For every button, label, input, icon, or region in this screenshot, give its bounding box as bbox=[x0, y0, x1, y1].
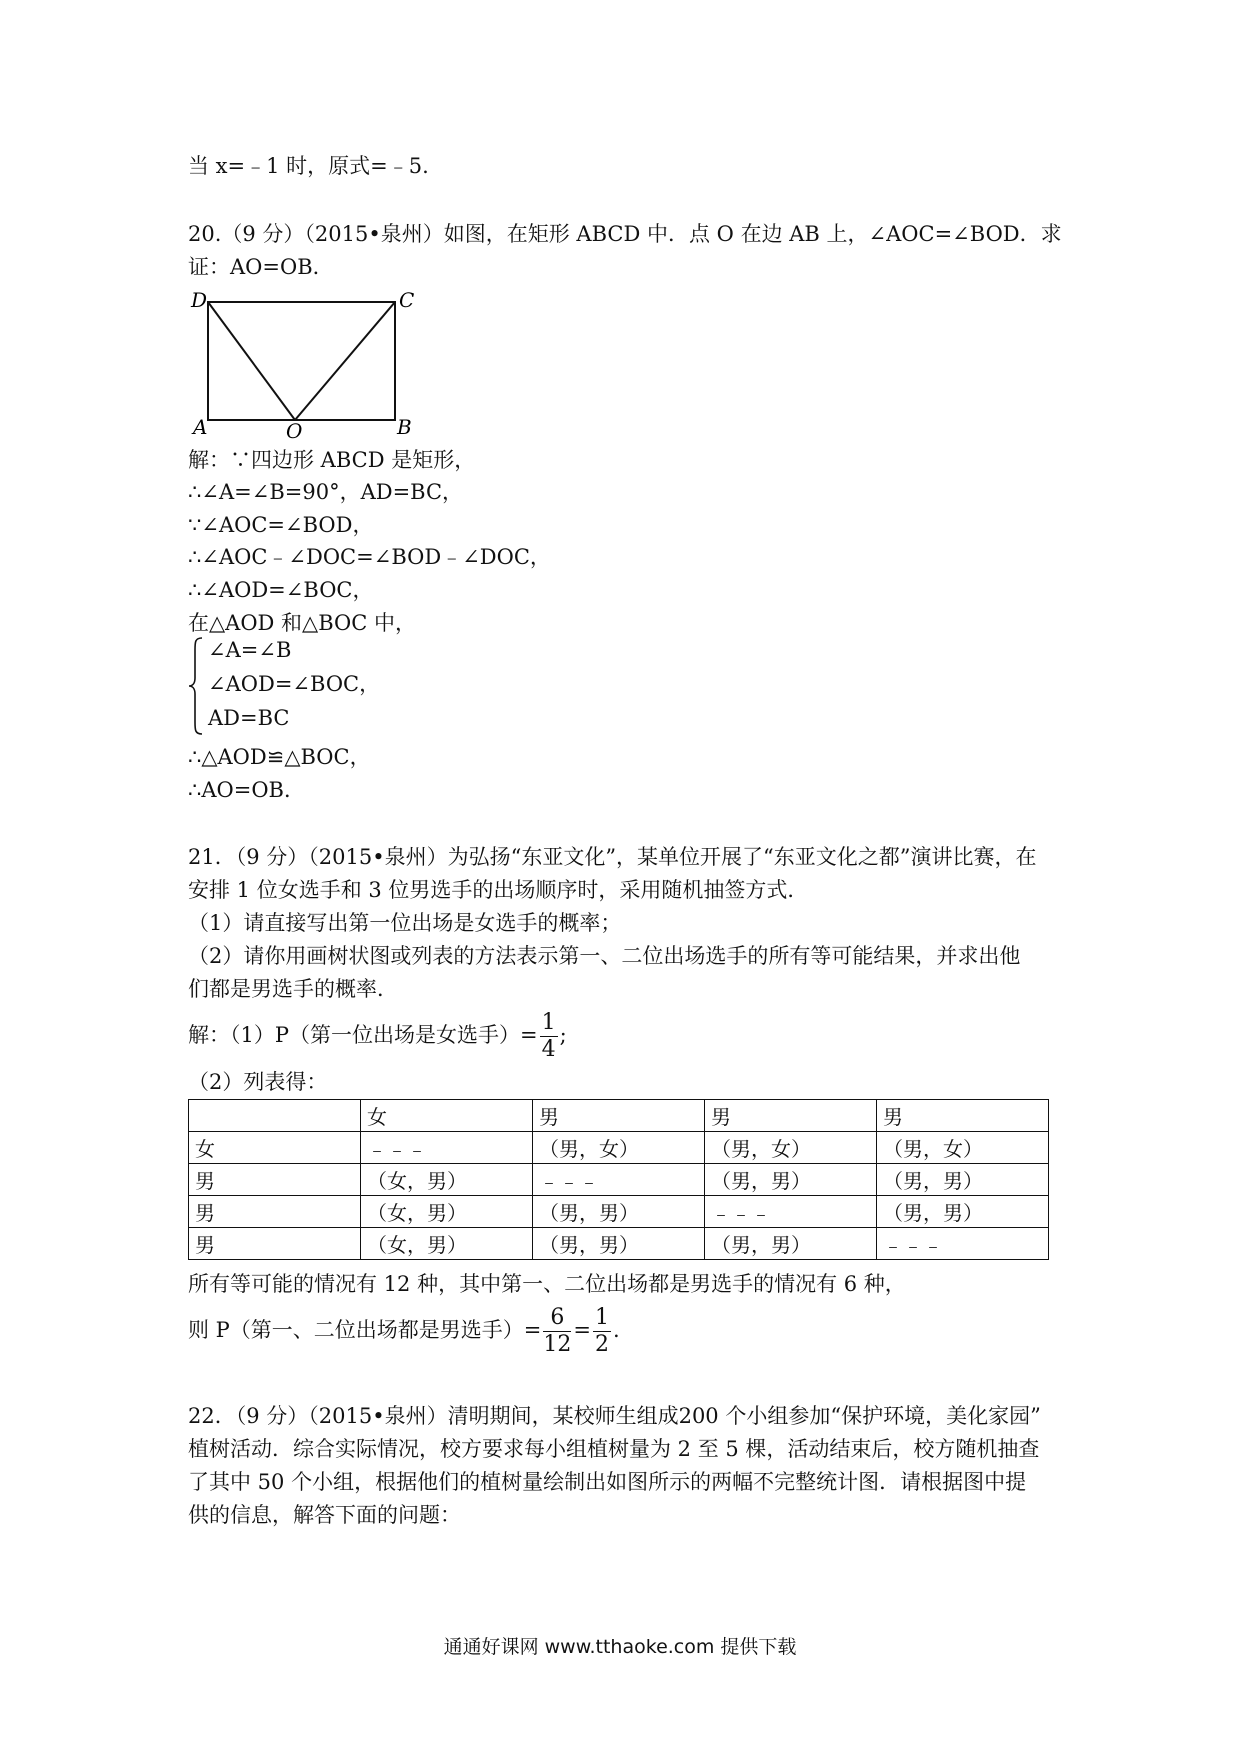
table-cell: 男 bbox=[189, 1228, 361, 1260]
table-row bbox=[189, 1100, 1049, 1132]
table-cell: 男 bbox=[189, 1164, 361, 1196]
table-cell: ﹣﹣﹣ bbox=[533, 1164, 705, 1196]
solution-20-line-6: 在△AOD 和△BOC 中， bbox=[188, 611, 416, 635]
question-22-line-4: 供的信息，解答下面的问题： bbox=[188, 1503, 461, 1527]
fraction-denominator: 12 bbox=[543, 1332, 572, 1357]
table-cell: （男，男） bbox=[877, 1196, 1049, 1228]
question-20-line-1: 20.（9 分）（2015•泉州）如图，在矩形 ABCD 中．点 O 在边 AB 上，∠AOC=∠BOD．求 bbox=[188, 222, 1062, 246]
system-line-1: ∠A=∠B bbox=[208, 638, 292, 662]
solution-20-line-10: ∴△AOD≌△BOC， bbox=[188, 745, 371, 769]
table-row bbox=[189, 1228, 1049, 1260]
label-d: D bbox=[191, 288, 208, 312]
question-20-line-2: 证：AO=OB． bbox=[188, 255, 334, 279]
label-b: B bbox=[397, 415, 412, 439]
solution-20-line-11: ∴AO=OB． bbox=[188, 778, 305, 802]
question-22-line-2: 植树活动．综合实际情况，校方要求每小组植树量为 2 至 5 棵，活动结束后，校方随机抽查 bbox=[188, 1437, 1040, 1461]
table-cell: 女 bbox=[361, 1100, 533, 1132]
table-cell: （女，男） bbox=[361, 1196, 533, 1228]
table-cell: （女，男） bbox=[361, 1164, 533, 1196]
question-21-line-2: 安排 1 位女选手和 3 位男选手的出场顺序时，采用随机抽签方式． bbox=[188, 878, 809, 902]
table-cell: 男 bbox=[705, 1100, 877, 1132]
table-cell: ﹣﹣﹣ bbox=[361, 1132, 533, 1164]
solution-20-line-4: ∴∠AOC﹣∠DOC=∠BOD﹣∠DOC， bbox=[188, 545, 551, 569]
table-cell: （女，男） bbox=[361, 1228, 533, 1260]
system-line-2: ∠AOD=∠BOC， bbox=[208, 672, 381, 696]
solution-20-line-1: 解：∵四边形 ABCD 是矩形， bbox=[188, 448, 476, 472]
table-cell: （男，男） bbox=[705, 1228, 877, 1260]
system-line-3: AD=BC bbox=[208, 706, 290, 730]
solution-20-line-2: ∴∠A=∠B=90°，AD=BC， bbox=[188, 480, 464, 504]
fraction-one-quarter bbox=[540, 1012, 558, 1061]
table-cell: （男，男） bbox=[533, 1228, 705, 1260]
answer-21-probability-text: 则 P（第一、二位出场都是男选手）= bbox=[188, 1318, 542, 1342]
table-cell: 男 bbox=[877, 1100, 1049, 1132]
fraction-one-half bbox=[593, 1307, 611, 1356]
fraction-denominator: 2 bbox=[595, 1332, 610, 1357]
previous-answer-line: 当 x=﹣1 时，原式=﹣5. bbox=[188, 154, 429, 178]
table-cell: 女 bbox=[189, 1132, 361, 1164]
table-cell: （男，男） bbox=[705, 1164, 877, 1196]
fraction-numerator: 1 bbox=[595, 1305, 610, 1330]
rectangle-figure bbox=[185, 283, 425, 443]
segment-co bbox=[295, 302, 395, 420]
question-21-part-2: （2）请你用画树状图或列表的方法表示第一、二位出场选手的所有等可能结果，并求出他 bbox=[188, 944, 1021, 968]
table-cell bbox=[189, 1100, 361, 1132]
label-c: C bbox=[399, 288, 415, 312]
question-21-part-1: （1）请直接写出第一位出场是女选手的概率； bbox=[188, 911, 622, 935]
answer-21-part-2-label: （2）列表得： bbox=[188, 1070, 328, 1094]
table-cell: （男，女） bbox=[877, 1132, 1049, 1164]
table-cell: （男，女） bbox=[705, 1132, 877, 1164]
answer-21-probability bbox=[188, 1305, 620, 1356]
punctuation: . bbox=[613, 1318, 620, 1342]
left-brace-icon bbox=[188, 636, 206, 736]
punctuation: ; bbox=[559, 1023, 567, 1047]
table-row bbox=[189, 1132, 1049, 1164]
table-cell: （男，男） bbox=[533, 1196, 705, 1228]
table-cell: 男 bbox=[533, 1100, 705, 1132]
label-o: O bbox=[286, 419, 303, 443]
table-cell: （男，男） bbox=[877, 1164, 1049, 1196]
fraction-numerator: 6 bbox=[543, 1307, 571, 1332]
solution-20-line-5: ∴∠AOD=∠BOC， bbox=[188, 578, 374, 602]
table-cell: 男 bbox=[189, 1196, 361, 1228]
table-cell: （男，女） bbox=[533, 1132, 705, 1164]
table-row bbox=[189, 1196, 1049, 1228]
question-22-line-3: 了其中 50 个小组，根据他们的植树量绘制出如图所示的两幅不完整统计图．请根据图中提 bbox=[188, 1470, 1027, 1494]
question-21-line-1: 21．（9 分）（2015•泉州）为弘扬“东亚文化”，某单位开展了“东亚文化之都”演讲比赛，在 bbox=[188, 845, 1037, 869]
page-footer: 通通好课网 www.tthaoke.com 提供下载 bbox=[443, 1636, 797, 1658]
label-a: A bbox=[193, 415, 208, 439]
table-cell: ﹣﹣﹣ bbox=[705, 1196, 877, 1228]
equation-system bbox=[188, 636, 408, 736]
question-22-line-1: 22．（9 分）（2015•泉州）清明期间，某校师生组成200 个小组参加“保护环境，美化家园” bbox=[188, 1404, 1041, 1428]
segment-do bbox=[208, 302, 295, 420]
outcome-table bbox=[188, 1099, 1049, 1260]
table-row bbox=[189, 1164, 1049, 1196]
equals-sign: = bbox=[573, 1318, 592, 1342]
question-21-part-2-cont: 们都是男选手的概率． bbox=[188, 977, 398, 1001]
fraction-denominator: 4 bbox=[541, 1037, 556, 1062]
answer-21-part-1 bbox=[188, 1010, 567, 1061]
fraction-six-twelfths bbox=[543, 1307, 571, 1356]
solution-20-line-3: ∵∠AOC=∠BOD， bbox=[188, 513, 374, 537]
fraction-numerator: 1 bbox=[541, 1010, 556, 1035]
table-cell: ﹣﹣﹣ bbox=[877, 1228, 1049, 1260]
answer-21-summary: 所有等可能的情况有 12 种，其中第一、二位出场都是男选手的情况有 6 种， bbox=[188, 1272, 906, 1296]
answer-21-part-1-text: 解：（1）P（第一位出场是女选手）= bbox=[188, 1023, 538, 1047]
